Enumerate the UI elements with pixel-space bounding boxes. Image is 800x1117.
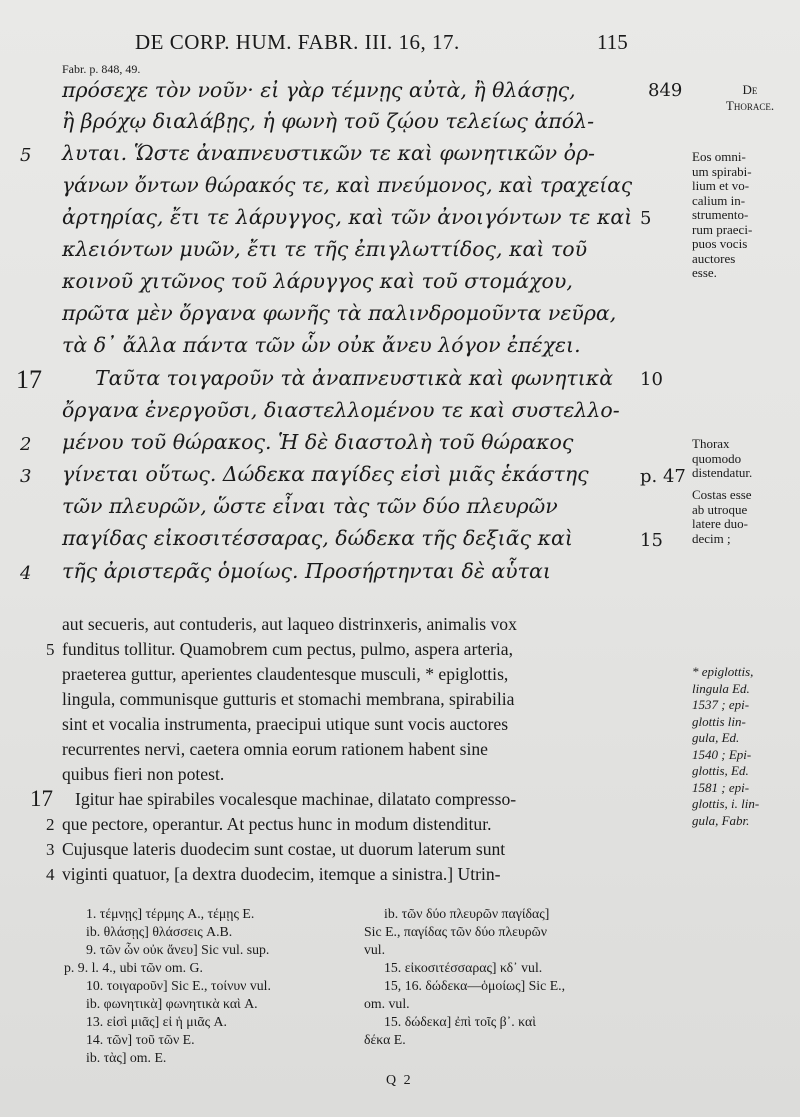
greek-line: γάνων ὄντων θώρακός τε, καὶ πνεύμονος, καὶ τραχείας: [62, 173, 633, 197]
side-note-line: um spirabi-: [692, 163, 752, 179]
greek-line: λυται. Ὥστε ἀναπνευστικῶν τε καὶ φωνητικῶν ὀρ-: [62, 141, 595, 165]
side-note-line: decim ;: [692, 530, 731, 546]
page-number: 115: [597, 30, 628, 54]
side-note-line: distendatur.: [692, 465, 753, 480]
greek-line: γίνεται οὕτως. Δώδεκα παγίδες εἰσὶ μιᾶς ἑκάστης: [62, 462, 589, 486]
footnote: 15, 16. δώδεκα—ὁμοίως] Sic E.,: [384, 978, 566, 993]
side-note-line: esse.: [692, 265, 717, 280]
side-note-vocal-organs: [692, 150, 796, 281]
line-number: 4: [20, 563, 32, 584]
footnote: 9. τῶν ὧν οὐκ ἄνευ] Sic vul. sup.: [86, 942, 270, 957]
line-number: 15: [640, 530, 663, 551]
footnote: ib. φωνητικὰ] φωνητικὰ καὶ A.: [86, 996, 258, 1011]
greek-line: τῆς ἀριστερᾶς ὁμοίως. Προσήρτηνται δὲ αὗται: [62, 559, 551, 583]
latin-line: aut secueris, aut contuderis, aut laqueo distrinxeris, animalis vox: [62, 614, 517, 634]
side-note-line: quomodo: [692, 450, 742, 466]
side-note-line: Thorax: [692, 436, 730, 451]
section-number: 17: [30, 786, 53, 811]
footnote: ib. τῶν δύο πλευρῶν παγίδας]: [384, 906, 550, 921]
footnote: 15. εἰκοσιτέσσαρας] κδ᾽ vul.: [384, 960, 543, 975]
footnote: ib. θλάσῃς] θλάσσεις A.B.: [86, 924, 233, 939]
side-note-line: glottis, Ed.: [692, 763, 749, 778]
line-number: 4: [46, 865, 55, 884]
side-note-line: 1581 ; epi-: [692, 779, 750, 795]
line-number: 5: [20, 145, 32, 166]
line-number: 849: [648, 80, 683, 101]
footnote: ib. τὰς] om. E.: [86, 1050, 167, 1065]
footnote: vul.: [364, 942, 386, 957]
fabrica-reference: Fabr. p. 848, 49.: [62, 62, 141, 76]
side-note-line: ab utroque: [692, 501, 748, 517]
side-note-line: auctores: [692, 250, 736, 266]
footnote: 1. τέμνῃς] τέρμης A., τέμῃς E.: [86, 906, 255, 921]
side-note-line: glottis lin-: [692, 713, 746, 729]
section-number: 17: [16, 365, 42, 394]
footnote: 10. τοιγαροῦν] Sic E., τοίνυν vul.: [86, 978, 271, 993]
side-note-line: De: [742, 82, 758, 97]
line-number: 10: [640, 369, 663, 390]
side-note-line: lingula Ed.: [692, 680, 750, 696]
latin-line: praeterea guttur, aperientes claudentesque musculi, * epiglottis,: [62, 664, 509, 684]
side-note-line: strumento-: [692, 207, 749, 222]
greek-line: τῶν πλευρῶν, ὥστε εἶναι τὰς τῶν δύο πλευρῶν: [62, 494, 558, 518]
greek-line: πρῶτα μὲν ὄργανα φωνῆς τὰ παλινδρομοῦντα νεῦρα,: [62, 301, 617, 325]
greek-line: Ταῦτα τοιγαροῦν τὰ ἀναπνευστικὰ καὶ φωνητικὰ: [95, 366, 614, 390]
side-note-de-thorace: [710, 82, 790, 114]
line-number: 2: [46, 815, 55, 834]
latin-line: Cujusque lateris duodecim sunt costae, ut duorum laterum sunt: [62, 839, 506, 859]
greek-line: ἀρτηρίας, ἔτι τε λάρυγγος, καὶ τῶν ἀνοιγόντων τε καὶ: [62, 205, 633, 229]
side-note-line: Eos omni-: [692, 149, 746, 164]
side-note-line: puos vocis: [692, 236, 748, 251]
footnote: 13. εἰσὶ μιᾶς] εἰ ἡ μιᾶς A.: [86, 1014, 227, 1029]
footnote: p. 9. l. 4., ubi τῶν om. G.: [64, 960, 203, 975]
greek-line: ὄργανα ἐνεργοῦσι, διαστελλομένου τε καὶ συστελλο-: [62, 398, 620, 422]
latin-line: que pectore, operantur. At pectus hunc in modum distenditur.: [62, 814, 492, 834]
side-note-line: 1537 ; epi-: [692, 697, 750, 712]
line-number: 3: [20, 466, 32, 487]
footnote: om. vul.: [364, 996, 410, 1011]
side-note-line: Thorace.: [725, 98, 775, 113]
side-note-line: Costas esse: [692, 487, 752, 502]
latin-line: funditus tollitur. Quamobrem cum pectus, pulmo, aspera arteria,: [62, 639, 513, 659]
running-header: DE CORP. HUM. FABR. III. 16, 17.: [135, 30, 460, 54]
side-note-thorax: [692, 437, 796, 481]
latin-line: quibus fieri non potest.: [62, 764, 225, 784]
side-note-costas: [692, 488, 796, 546]
greek-line: ἢ βρόχῳ διαλάβῃς, ἡ φωνὴ τοῦ ζῴου τελείως ἀπόλ-: [62, 109, 595, 133]
signature-mark: Q 2: [386, 1073, 413, 1088]
line-number: 3: [46, 840, 55, 859]
greek-line: κοινοῦ χιτῶνος τοῦ λάρυγγος καὶ τοῦ στομάχου,: [62, 269, 573, 293]
line-number: 5: [46, 640, 55, 659]
greek-line: παγίδας εἰκοσιτέσσαρας, δώδεκα τῆς δεξιᾶς καὶ: [62, 526, 573, 550]
footnote: 15. δώδεκα] ἐπὶ τοῖς β᾽. καὶ: [384, 1014, 536, 1029]
latin-line: recurrentes nervi, caetera omnia eorum rationem habent sine: [62, 739, 488, 759]
greek-line: πρόσεχε τὸν νοῦν· εἰ γὰρ τέμνῃς αὐτὰ, ἢ θλάσῃς,: [62, 78, 576, 102]
greek-line: μένου τοῦ θώρακος. Ἡ δὲ διαστολὴ τοῦ θώρακος: [62, 430, 574, 454]
line-number: 2: [20, 434, 32, 455]
latin-line: sint et vocalia instrumenta, praecipui utique sunt vocis auctores: [62, 714, 509, 734]
side-note-line: gula, Fabr.: [692, 812, 750, 828]
side-note-line: 1540 ; Epi-: [692, 746, 752, 762]
greek-line: τὰ δ᾽ ἄλλα πάντα τῶν ὧν οὐκ ἄνευ λόγον ἐπέχει.: [62, 333, 581, 357]
side-note-line: rum praeci-: [692, 221, 753, 237]
side-note-line: * epiglottis,: [692, 664, 754, 679]
line-number: p. 47: [640, 466, 686, 487]
latin-line: Igitur hae spirabiles vocalesque machinae, dilatato compresso-: [75, 789, 517, 809]
side-note-line: latere duo-: [692, 516, 748, 531]
side-note-line: lium et vo-: [692, 178, 750, 193]
latin-line: lingula, communisque gutturis et stomachi membrana, spirabilia: [62, 689, 515, 709]
greek-line: κλειόντων μυῶν, ἔτι τε τῆς ἐπιγλωττίδος, καὶ τοῦ: [62, 237, 588, 261]
footnote: δέκα E.: [364, 1032, 406, 1047]
side-note-line: glottis, i. lin-: [692, 796, 760, 811]
footnote: 14. τῶν] τοῦ τῶν E.: [86, 1032, 195, 1047]
latin-line: viginti quatuor, [a dextra duodecim, itemque a sinistra.] Utrin-: [62, 864, 501, 884]
side-note-line: gula, Ed.: [692, 730, 740, 745]
side-note-line: calium in-: [692, 192, 746, 208]
footnote: Sic E., παγίδας τῶν δύο πλευρῶν: [364, 924, 547, 939]
line-number: 5: [640, 208, 652, 229]
side-note-epiglottis: [692, 664, 796, 829]
